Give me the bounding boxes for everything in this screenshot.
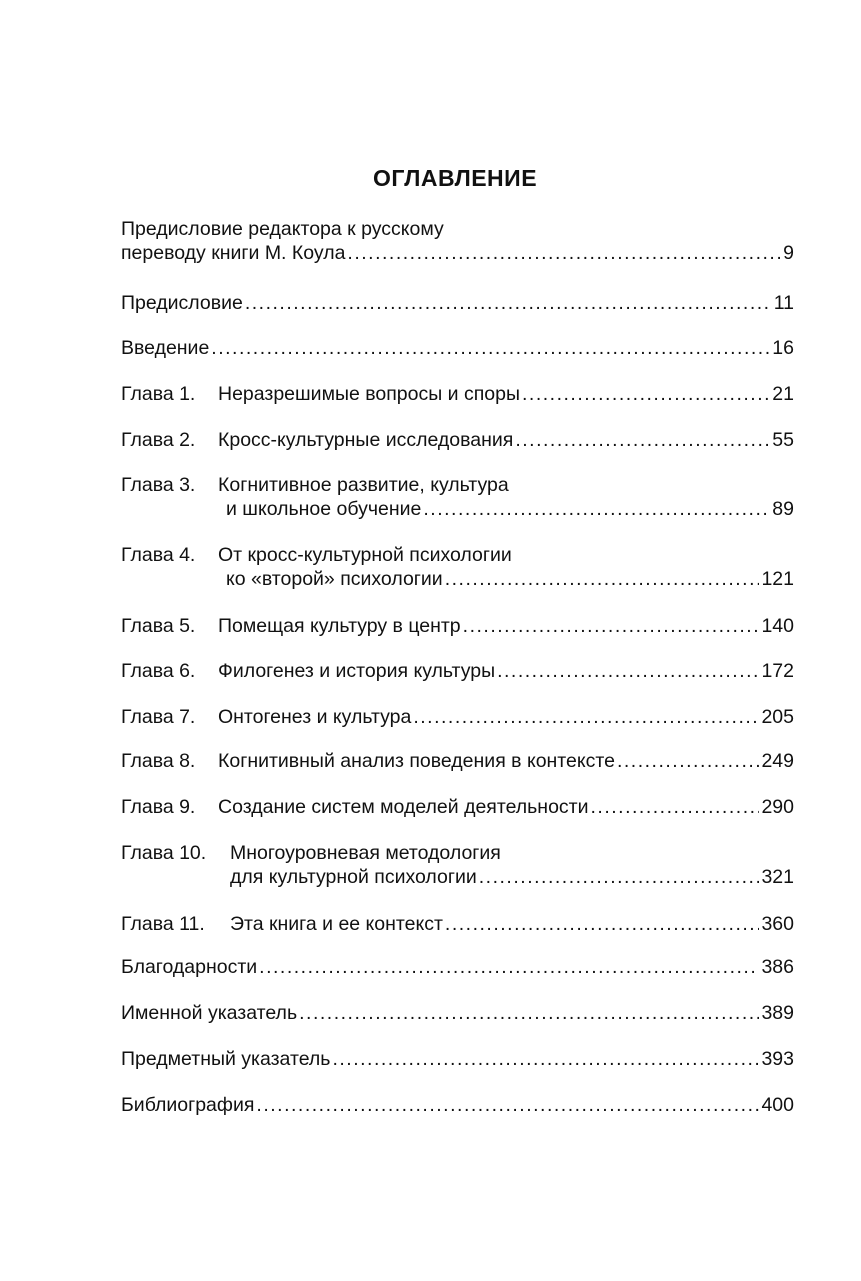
page-number: 11 (773, 292, 794, 314)
toc-entry (121, 659, 794, 683)
toc-entry-head (121, 705, 411, 729)
page-number: 16 (772, 337, 794, 359)
toc-entry-line (121, 1047, 794, 1071)
toc-entry (121, 955, 794, 979)
chapter-label: Глава 11. (121, 913, 205, 935)
toc-entry-line (121, 336, 794, 360)
toc-entry-head (121, 1047, 330, 1071)
page-number: 386 (761, 956, 794, 978)
chapter-label: Глава 10. (121, 842, 207, 864)
toc-entry (121, 1093, 794, 1117)
chapter-label: Глава 5. (121, 615, 196, 637)
toc-entry (121, 428, 794, 452)
page-number: 55 (772, 429, 794, 451)
chapter-label: Глава 9. (121, 796, 196, 818)
toc-entry-title: Предисловие редактора к русскому (121, 218, 444, 240)
toc-entry (121, 382, 794, 406)
toc-entry-head (121, 543, 512, 567)
dot-leader (211, 336, 770, 360)
page-number: 140 (761, 615, 794, 637)
dot-leader (332, 1047, 759, 1071)
toc-entry-head (121, 382, 520, 406)
toc-entry-title: Неразрешимые вопросы и споры (218, 383, 520, 405)
toc-entry-title: Библиография (121, 1094, 255, 1116)
page-number: 89 (772, 498, 794, 520)
chapter-label: Глава 7. (121, 706, 196, 728)
dot-leader (522, 382, 770, 406)
dot-leader (423, 497, 770, 521)
toc-entry (121, 217, 794, 265)
page-number: 360 (761, 913, 794, 935)
toc-entry-title: Создание систем моделей деятельности (218, 796, 589, 818)
toc-entry-line (121, 543, 794, 567)
page-number: 400 (761, 1094, 794, 1116)
toc-entry-head (121, 497, 421, 521)
toc-entry-head (121, 865, 477, 889)
toc-entry-head (121, 217, 444, 241)
dot-leader (413, 705, 759, 729)
toc-entry-line (121, 291, 794, 315)
toc-entry-line (121, 1093, 794, 1117)
page-number: 9 (783, 242, 794, 264)
dot-leader (256, 1093, 759, 1117)
toc-entry-head (121, 291, 243, 315)
toc-entry-line (121, 217, 794, 241)
page-number: 389 (761, 1002, 794, 1024)
page-number: 121 (761, 568, 794, 590)
page-number: 205 (761, 706, 794, 728)
toc-entry-title: Кросс-культурные исследования (218, 429, 514, 451)
toc-entry-title: Предметный указатель (121, 1048, 331, 1070)
toc-entry-title: Именной указатель (121, 1002, 298, 1024)
toc-entry-head (121, 614, 461, 638)
toc-entry (121, 543, 794, 591)
toc-entry-line (121, 1001, 794, 1025)
chapter-label: Глава 6. (121, 660, 196, 682)
dot-leader (479, 865, 760, 889)
toc-entry-title: Когнитивный анализ поведения в контексте (218, 750, 615, 772)
page-number: 21 (772, 383, 794, 405)
toc-entry-title: переводу книги М. Коула (121, 242, 346, 264)
toc-entry-head (121, 659, 495, 683)
toc-entry-head (121, 841, 501, 865)
page-number: 172 (761, 660, 794, 682)
toc-entry-line (121, 955, 794, 979)
toc-title: ОГЛАВЛЕНИЕ (372, 165, 538, 191)
dot-leader (445, 567, 760, 591)
chapter-label: Глава 3. (121, 474, 196, 496)
toc-entry-title: Помещая культуру в центр (218, 615, 461, 637)
toc-entry-title: для культурной психологии (230, 866, 477, 888)
toc-entry-title: Введение (121, 337, 210, 359)
dot-leader (463, 614, 760, 638)
toc-entry (121, 1001, 794, 1025)
toc-entry-head (121, 795, 589, 819)
toc-entry-line (121, 659, 794, 683)
chapter-label: Глава 1. (121, 383, 196, 405)
toc-entry-line (121, 705, 794, 729)
dot-leader (445, 912, 760, 936)
toc-entry-head (121, 955, 257, 979)
toc-entry-head (121, 1001, 297, 1025)
page-number: 290 (761, 796, 794, 818)
dot-leader (347, 241, 781, 265)
toc-entry (121, 473, 794, 521)
toc-entry-line (121, 795, 794, 819)
toc-entry-head (121, 567, 443, 591)
chapter-label: Глава 8. (121, 750, 196, 772)
dot-leader (299, 1001, 759, 1025)
toc-entry-head (121, 1093, 254, 1117)
toc-entry-line (121, 428, 794, 452)
toc-entry-head (121, 912, 443, 936)
toc-entry-title: Эта книга и ее контекст (230, 913, 443, 935)
toc-entry-head (121, 241, 345, 265)
toc-entry-title: Онтогенез и культура (218, 706, 412, 728)
dot-leader (497, 659, 759, 683)
toc-entry-line (121, 749, 794, 773)
toc-entry (121, 705, 794, 729)
toc-entry-line (121, 567, 794, 591)
toc-entry (121, 795, 794, 819)
toc-entry-title: Филогенез и история культуры (218, 660, 496, 682)
toc-entry-line (121, 382, 794, 406)
dot-leader (591, 795, 760, 819)
toc-entry-title: Когнитивное развитие, культура (218, 474, 509, 496)
chapter-label: Глава 4. (121, 544, 196, 566)
dot-leader (259, 955, 759, 979)
toc-entry-title: и школьное обучение (226, 498, 422, 520)
toc-entry-line (121, 473, 794, 497)
toc-entry (121, 841, 794, 889)
toc-entry-title: Предисловие (121, 292, 243, 314)
page-number: 249 (761, 750, 794, 772)
page-number: 321 (761, 866, 794, 888)
toc-entry-title: От кросс-культурной психологии (218, 544, 512, 566)
toc-entry-line (121, 841, 794, 865)
toc-entry (121, 1047, 794, 1071)
toc-entry-head (121, 473, 509, 497)
toc-entry-title: Благодарности (121, 956, 258, 978)
toc-entry (121, 614, 794, 638)
toc-entry-head (121, 336, 209, 360)
toc-entry-line (121, 241, 794, 265)
toc-entry-line (121, 865, 794, 889)
page-number: 393 (761, 1048, 794, 1070)
toc-entry (121, 912, 794, 936)
chapter-label: Глава 2. (121, 429, 196, 451)
dot-leader (515, 428, 770, 452)
toc-entry-head (121, 749, 615, 773)
toc-entry-line (121, 912, 794, 936)
toc-entry-title: ко «второй» психологии (226, 568, 443, 590)
toc-entry-head (121, 428, 513, 452)
toc-entry-line (121, 497, 794, 521)
dot-leader (617, 749, 760, 773)
toc-entry (121, 749, 794, 773)
toc-entry-line (121, 614, 794, 638)
dot-leader (245, 291, 772, 315)
toc-entry (121, 291, 794, 315)
toc-entry (121, 336, 794, 360)
toc-entry-title: Многоуровневая методология (230, 842, 501, 864)
